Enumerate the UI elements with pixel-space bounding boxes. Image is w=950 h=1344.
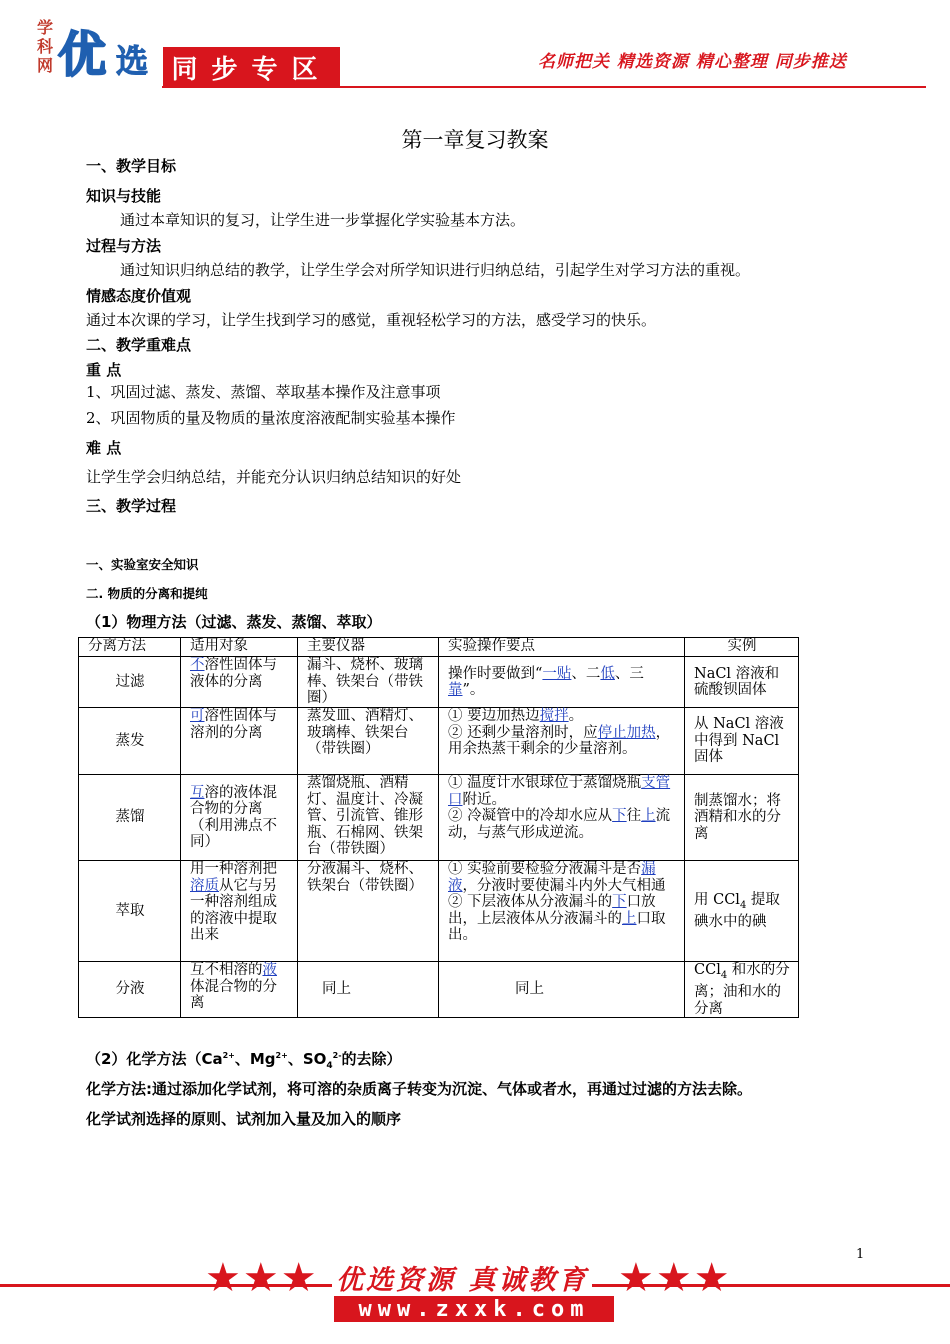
- footer-url-link[interactable]: www.zxxk.com: [334, 1296, 614, 1322]
- lab-safety-heading: 一、实验室安全知识: [86, 557, 199, 572]
- section-heading-process: 三、教学过程: [86, 497, 177, 515]
- header-instruments: 主要仪器: [298, 638, 439, 657]
- header-divider: [162, 86, 926, 88]
- sync-zone-banner: 同步专区: [163, 47, 340, 87]
- object-cell: 用一种溶剂把溶质从它与另一种溶剂组成的溶液中提取出来: [181, 861, 298, 962]
- table-row-extraction: [79, 861, 799, 962]
- focus-item-1: 1、巩固过滤、蒸发、蒸馏、萃取基本操作及注意事项: [86, 383, 441, 401]
- table-row-distillation: [79, 775, 799, 861]
- subheading-knowledge: 知识与技能: [86, 187, 162, 205]
- table-row-filtration: [79, 657, 799, 708]
- chemical-method-text: 化学方法:通过添加化学试剂，将可溶的杂质离子转变为沉淀、气体或者水，再通过过滤的方法去除。: [86, 1080, 753, 1098]
- term-link[interactable]: 漏液: [448, 861, 656, 894]
- physical-method-heading: （1）物理方法（过滤、蒸发、蒸馏、萃取）: [86, 613, 382, 631]
- focus-item-2: 2、巩固物质的量及物质的量浓度溶液配制实验基本操作: [86, 409, 456, 427]
- difficulty-text: 让学生学会归纳总结，并能充分认识归纳总结知识的好处: [86, 468, 462, 486]
- logo-main-glyph-2: 选: [116, 42, 149, 80]
- subheading-focus: 重 点: [86, 361, 122, 379]
- subheading-attitude: 情感态度价值观: [86, 287, 192, 305]
- section-heading-key-points: 二、教学重难点: [86, 336, 192, 354]
- term-link[interactable]: 搅拌: [539, 708, 569, 724]
- table-row-evaporation: [79, 708, 799, 775]
- example-cell: 从 NaCl 溶液中得到 NaCl 固体: [685, 708, 799, 775]
- header-method: 分离方法: [79, 638, 181, 657]
- subheading-difficulty: 难 点: [86, 439, 122, 457]
- footer-slogan: 优选资源 真诚教育: [332, 1258, 592, 1297]
- method-cell: 蒸馏: [79, 775, 181, 861]
- page-title: 第一章复习教案: [401, 128, 549, 152]
- example-cell: NaCl 溶液和硫酸钡固体: [685, 657, 799, 708]
- subheading-process: 过程与方法: [86, 237, 162, 255]
- example-cell: 制蒸馏水；将酒精和水的分离: [685, 775, 799, 861]
- example-cell: CCl$_4$ 和水的分离；油和水的分离: [685, 962, 799, 1018]
- header-operation: 实验操作要点: [439, 638, 685, 657]
- method-cell: 蒸发: [79, 708, 181, 775]
- instrument-cell: 蒸发皿、酒精灯、玻璃棒、铁架台（带铁圈）: [298, 708, 439, 775]
- header-object: 适用对象: [181, 638, 298, 657]
- object-cell: 互溶的液体混合物的分离（利用沸点不同）: [181, 775, 298, 861]
- logo-side-text: 学科网: [36, 18, 53, 75]
- method-cell: 萃取: [79, 861, 181, 962]
- operation-cell: 同上: [439, 962, 685, 1018]
- separation-heading: 二. 物质的分离和提纯: [86, 586, 208, 601]
- term-link[interactable]: 上: [622, 910, 637, 927]
- section-heading-goals: 一、教学目标: [86, 157, 177, 175]
- object-cell: 互不相溶的液体混合物的分离: [181, 962, 298, 1018]
- header-example: 实例: [685, 638, 799, 657]
- term-link[interactable]: 下: [612, 894, 627, 910]
- knowledge-text: 通过本章知识的复习，让学生进一步掌握化学实验基本方法。: [120, 211, 526, 229]
- term-link[interactable]: 不: [190, 657, 205, 673]
- operation-cell: ① 实验前要检验分液漏斗是否漏液，分液时要使漏斗内外大气相通 ② 下层液体从分液漏斗的下口放出，上层液体从分液漏斗的上口取出。: [439, 861, 685, 962]
- instrument-cell: 同上: [298, 962, 439, 1018]
- process-text: 通过知识归纳总结的教学，让学生学会对所学知识进行归纳总结，引起学生对学习方法的重视。: [120, 261, 751, 279]
- operation-cell: 操作时要做到“一贴、二低、三靠”。: [439, 657, 685, 708]
- term-link[interactable]: 下: [612, 808, 627, 824]
- term-link[interactable]: 溶质: [190, 877, 219, 894]
- chemical-method-heading: （2）化学方法（$Ca^{2+}$、$Mg^{2+}$、$SO_4^{2-}$的去除）: [86, 1050, 402, 1071]
- object-cell: 不溶性固体与液体的分离: [181, 657, 298, 708]
- term-link[interactable]: 可: [190, 708, 205, 724]
- attitude-text: 通过本次课的学习，让学生找到学习的感觉，重视轻松学习的方法，感受学习的快乐。: [86, 311, 657, 329]
- header-slogan: 名师把关 精选资源 精心整理 同步推送: [538, 52, 847, 72]
- star-icon-group-left: ★★★: [205, 1255, 319, 1301]
- star-icon-group-right: ★★★: [618, 1255, 732, 1301]
- term-link[interactable]: 一贴: [542, 665, 572, 682]
- reagent-principle-text: 化学试剂选择的原则、试剂加入量及加入的顺序: [86, 1110, 402, 1128]
- operation-cell: ① 温度计水银球位于蒸馏烧瓶支管口附近。 ② 冷凝管中的冷却水应从下往上流动，与蒸气形成逆流。: [439, 775, 685, 861]
- instrument-cell: 分液漏斗、烧杯、铁架台（带铁圈）: [298, 861, 439, 962]
- term-link[interactable]: 支管口: [448, 775, 671, 808]
- term-link[interactable]: 液: [262, 962, 277, 978]
- logo-main-glyph: 优: [58, 27, 103, 83]
- term-link[interactable]: 停止加热: [597, 724, 656, 741]
- table-header-row: [79, 638, 799, 657]
- table-row-liquid-separation: [79, 962, 799, 1018]
- page-number: 1: [856, 1247, 865, 1262]
- term-link[interactable]: 互: [190, 784, 205, 801]
- instrument-cell: 蒸馏烧瓶、酒精灯、温度计、冷凝管、引流管、锥形瓶、石棉网、铁架台（带铁圈）: [298, 775, 439, 861]
- method-cell: 分液: [79, 962, 181, 1018]
- operation-cell: ① 要边加热边搅拌。 ② 还剩少量溶剂时，应停止加热，用余热蒸干剩余的少量溶剂。: [439, 708, 685, 775]
- separation-methods-table: [78, 637, 799, 1018]
- term-link[interactable]: 低: [600, 665, 615, 682]
- method-cell: 过滤: [79, 657, 181, 708]
- term-link[interactable]: 上: [641, 808, 656, 824]
- instrument-cell: 漏斗、烧杯、玻璃棒、铁架台（带铁圈）: [298, 657, 439, 708]
- example-cell: 用 CCl$_4$ 提取碘水中的碘: [685, 861, 799, 962]
- object-cell: 可溶性固体与溶剂的分离: [181, 708, 298, 775]
- term-link[interactable]: 靠: [448, 682, 463, 698]
